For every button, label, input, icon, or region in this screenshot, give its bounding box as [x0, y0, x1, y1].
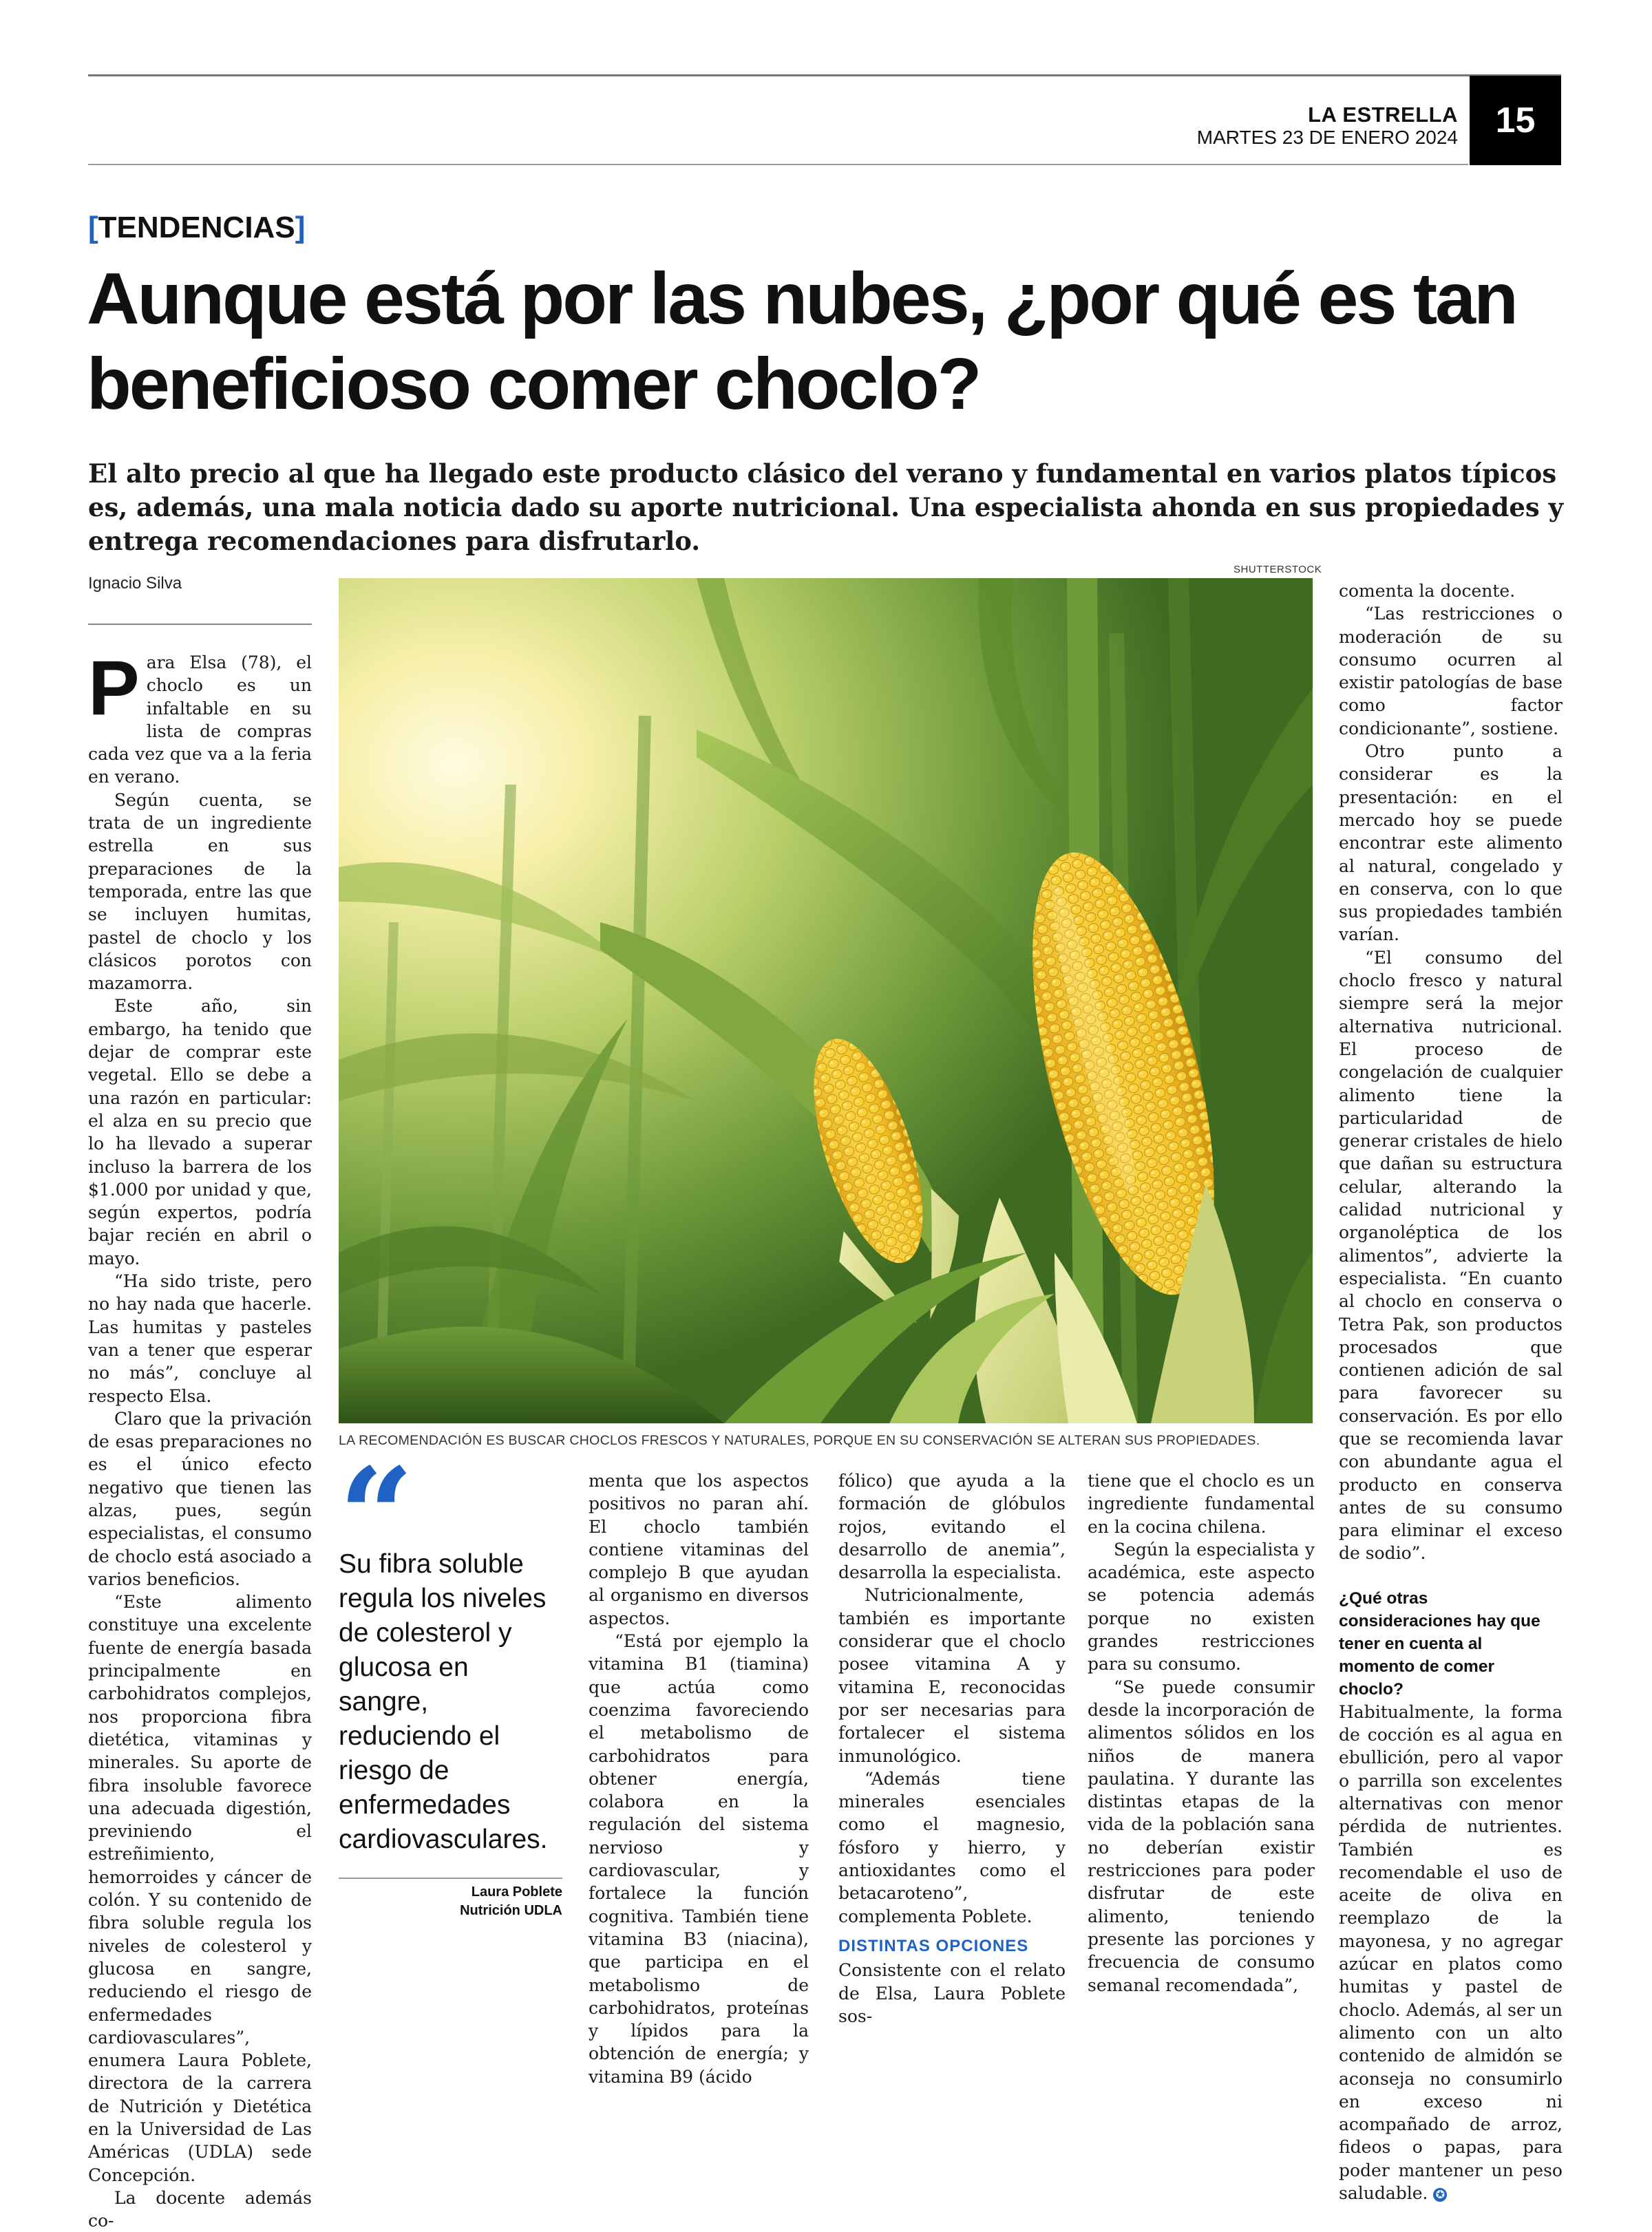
photo-caption: LA RECOMENDACIÓN ES BUSCAR CHOCLOS FRESCOS Y NATURALES, PORQUE EN SU CONSERVACIÓN SE ALTERAN SUS PROPIEDADES.	[339, 1433, 1260, 1448]
paragraph: Según la especialista y académica, este aspecto se potencia además porque no existen grandes restricciones para su consumo.	[1088, 1539, 1315, 1675]
quote-mark-icon	[339, 1465, 562, 1540]
header-rule	[88, 164, 1468, 165]
subheading: DISTINTAS OPCIONES	[838, 1936, 1029, 1955]
article-column-1	[88, 645, 312, 2232]
paragraph: “Ha sido triste, pero no hay nada que hacerle. Las humitas y pasteles van a tener que esperar no más”, concluye al respecto Elsa.	[88, 1271, 312, 1406]
quote-author: Laura Poblete	[471, 1884, 562, 1900]
masthead	[1197, 103, 1458, 149]
paragraph	[1339, 1701, 1563, 2205]
paragraph: Este año, sin embargo, ha tenido que dejar de comprar este vegetal. Ello se debe a una razón en particular: el alza en su precio que lo ha llevado a superar incluso la barrera de los $1.000 por unidad y que, según expertos, podría bajar recién en abril o mayo.	[88, 996, 312, 1268]
drop-cap: P	[88, 645, 140, 731]
newspaper-name: LA ESTRELLA	[1308, 103, 1458, 127]
paragraph: Claro que la privación de esas preparaciones no es el único efecto negativo que tienen las alzas, pues, según especialistas, el consumo de choclo está asociado a varios beneficios.	[88, 1408, 312, 1589]
article-column-2	[589, 1469, 809, 2088]
paragraph: comenta la docente.	[1339, 581, 1516, 601]
paragraph: “Se puede consumir desde la incorporación de alimentos sólidos en los niños de manera paulatina. Y durante las distintas etapas de la vida de la población sana no deberían existir restricciones para poder disfrutar de este alimento, teniendo presente las porciones y frecuencia de consumo semanal recomendada”,	[1088, 1677, 1315, 1995]
section-name: TENDENCIAS	[98, 211, 295, 244]
paragraph: Nutricionalmente, también es importante considerar que el choclo posee vitamina A y vitamina E, reconocidas por ser necesarias para fortalecer el sistema inmunológico.	[838, 1585, 1066, 1766]
corn-photo	[339, 578, 1313, 1423]
paragraph: Según cuenta, se trata de un ingrediente estrella en sus preparaciones de la temporada, entre las que se incluyen humitas, pastel de choclo y los clásicos porotos con mazamorra.	[88, 789, 312, 994]
pull-quote-attribution	[339, 1883, 562, 1920]
paragraph: Consistente con el relato de Elsa, Laura Poblete sos-	[838, 1960, 1066, 2026]
issue-date: MARTES 23 DE ENERO 2024	[1196, 127, 1458, 148]
article-column-4	[1088, 1469, 1315, 1997]
top-rule	[88, 74, 1561, 76]
paragraph: La docente además co-	[88, 2187, 312, 2231]
byline: Ignacio Silva	[88, 574, 182, 593]
paragraph: tiene que el choclo es un ingrediente fundamental en la cocina chilena.	[1088, 1471, 1315, 1537]
paragraph: menta que los aspectos positivos no paran ahí. El choclo también contiene vitaminas del complejo B que ayudan al organismo en diversos aspectos.	[589, 1471, 809, 1628]
paragraph: fólico) que ayuda a la formación de glóbulos rojos, evitando el desarrollo de anemia”, desarrolla la especialista.	[838, 1471, 1066, 1583]
byline-rule	[88, 624, 312, 625]
article-column-3	[838, 1469, 1066, 2028]
headline: Aunque está por las nubes, ¿por qué es tan beneficioso comer choclo?	[87, 258, 1516, 425]
corn-illustration	[339, 578, 1313, 1423]
end-of-article-icon: ✪	[1433, 2188, 1447, 2202]
sidebar-question-heading: ¿Qué otras consideraciones hay que tener en cuenta al momento de comer choclo?	[1339, 1588, 1540, 1699]
photo-credit: SHUTTERSTOCK	[1233, 564, 1322, 575]
paragraph: “Este alimento constituye una excelente fuente de energía basada principalmente en carbohidratos complejos, nos proporciona fibra dietética, vitaminas y minerales. Su aporte de fibra insoluble favorece una adecuada digestión, previniendo el estreñimiento, hemorroides y cáncer de colón. Y su contenido de fibra soluble regula los niveles de colesterol y glucosa en sangre, reduciendo el riesgo de enfermedades cardiovasculares”, enumera Laura Poblete, directora de la carrera de Nutrición y Dietética en la Universidad de Las Américas (UDLA) sede Concepción.	[88, 1592, 312, 2185]
section-label	[88, 211, 305, 245]
paragraph-text: ara Elsa (78), el choclo es un infaltable en su lista de compras cada vez que va a la feria en verano.	[88, 652, 312, 787]
bracket-open-icon: [	[88, 211, 98, 244]
paragraph-text: Habitualmente, la forma de cocción es al agua en ebullición, pero al vapor o parrilla son excelentes alternativas con menor pérdida de nutrientes. También es recomendable el uso de aceite de oliva en reemplazo de la mayonesa, y no agregar azúcar en platos como humitas y pastel de choclo. Además, al ser un alimento con un alto contenido de almidón se aconseja no consumirlo en exceso ni acompañado de arroz, fideos o papas, para poder mantener un peso saludable.	[1339, 1701, 1563, 2203]
article-column-5	[1339, 580, 1563, 2204]
pull-quote-text: Su fibra soluble regula los niveles de colesterol y glucosa en sangre, reduciendo el riesgo de enfermedades cardiovasculares.	[339, 1549, 548, 1854]
page-number: 15	[1470, 76, 1561, 165]
pull-quote	[339, 1465, 562, 1920]
bracket-close-icon: ]	[295, 211, 306, 244]
paragraph: “Las restricciones o moderación de su consumo ocurren al existir patologías de base como factor condicionante”, sostiene.	[1339, 604, 1563, 738]
paragraph: “Además tiene minerales esenciales como el magnesio, fósforo y hierro, y antioxidantes como el betacaroteno”, complementa Poblete.	[838, 1768, 1066, 1926]
paragraph	[88, 645, 312, 789]
paragraph: “El consumo del choclo fresco y natural siempre será la mejor alternativa nutricional. El proceso de congelación de cualquier alimento tiene la particularidad de generar cristales de hielo que dañan su estructura celular, alterando la calidad nutricional y organoléptica de los alimentos”, advierte la especialista. “En cuanto al choclo en conserva o Tetra Pak, son productos procesados que contienen adición de sal para favorecer su conservación. Es por ello que se recomienda lavar con abundante agua el producto en conserva antes de su consumo para eliminar el exceso de sodio”.	[1339, 947, 1563, 1564]
paragraph: Otro punto a considerar es la presentación: en el mercado hoy se puede encontrar este alimento al natural, congelado y en conserva, con lo que sus propiedades también varían.	[1339, 741, 1563, 945]
quote-author-role: Nutrición UDLA	[460, 1903, 562, 1918]
paragraph: “Está por ejemplo la vitamina B1 (tiamina) que actúa como coenzima favoreciendo el metabolismo de carbohidratos para obtener energía, colabora en la regulación del sistema nervioso y cardiovascular, y fortalece la función cognitiva. También tiene vitamina B3 (niacina), que participa en el metabolismo de carbohidratos, proteínas y lípidos para la obtención de energía; y vitamina B9 (ácido	[589, 1631, 809, 2087]
deck: El alto precio al que ha llegado este producto clásico del verano y fundamental en varios platos típicos es, además, una mala noticia dado su aporte nutricional. Una especialista ahonda en sus propiedades y entrega recomendaciones para disfrutarlo.	[88, 458, 1564, 556]
pull-quote-rule	[339, 1878, 562, 1879]
